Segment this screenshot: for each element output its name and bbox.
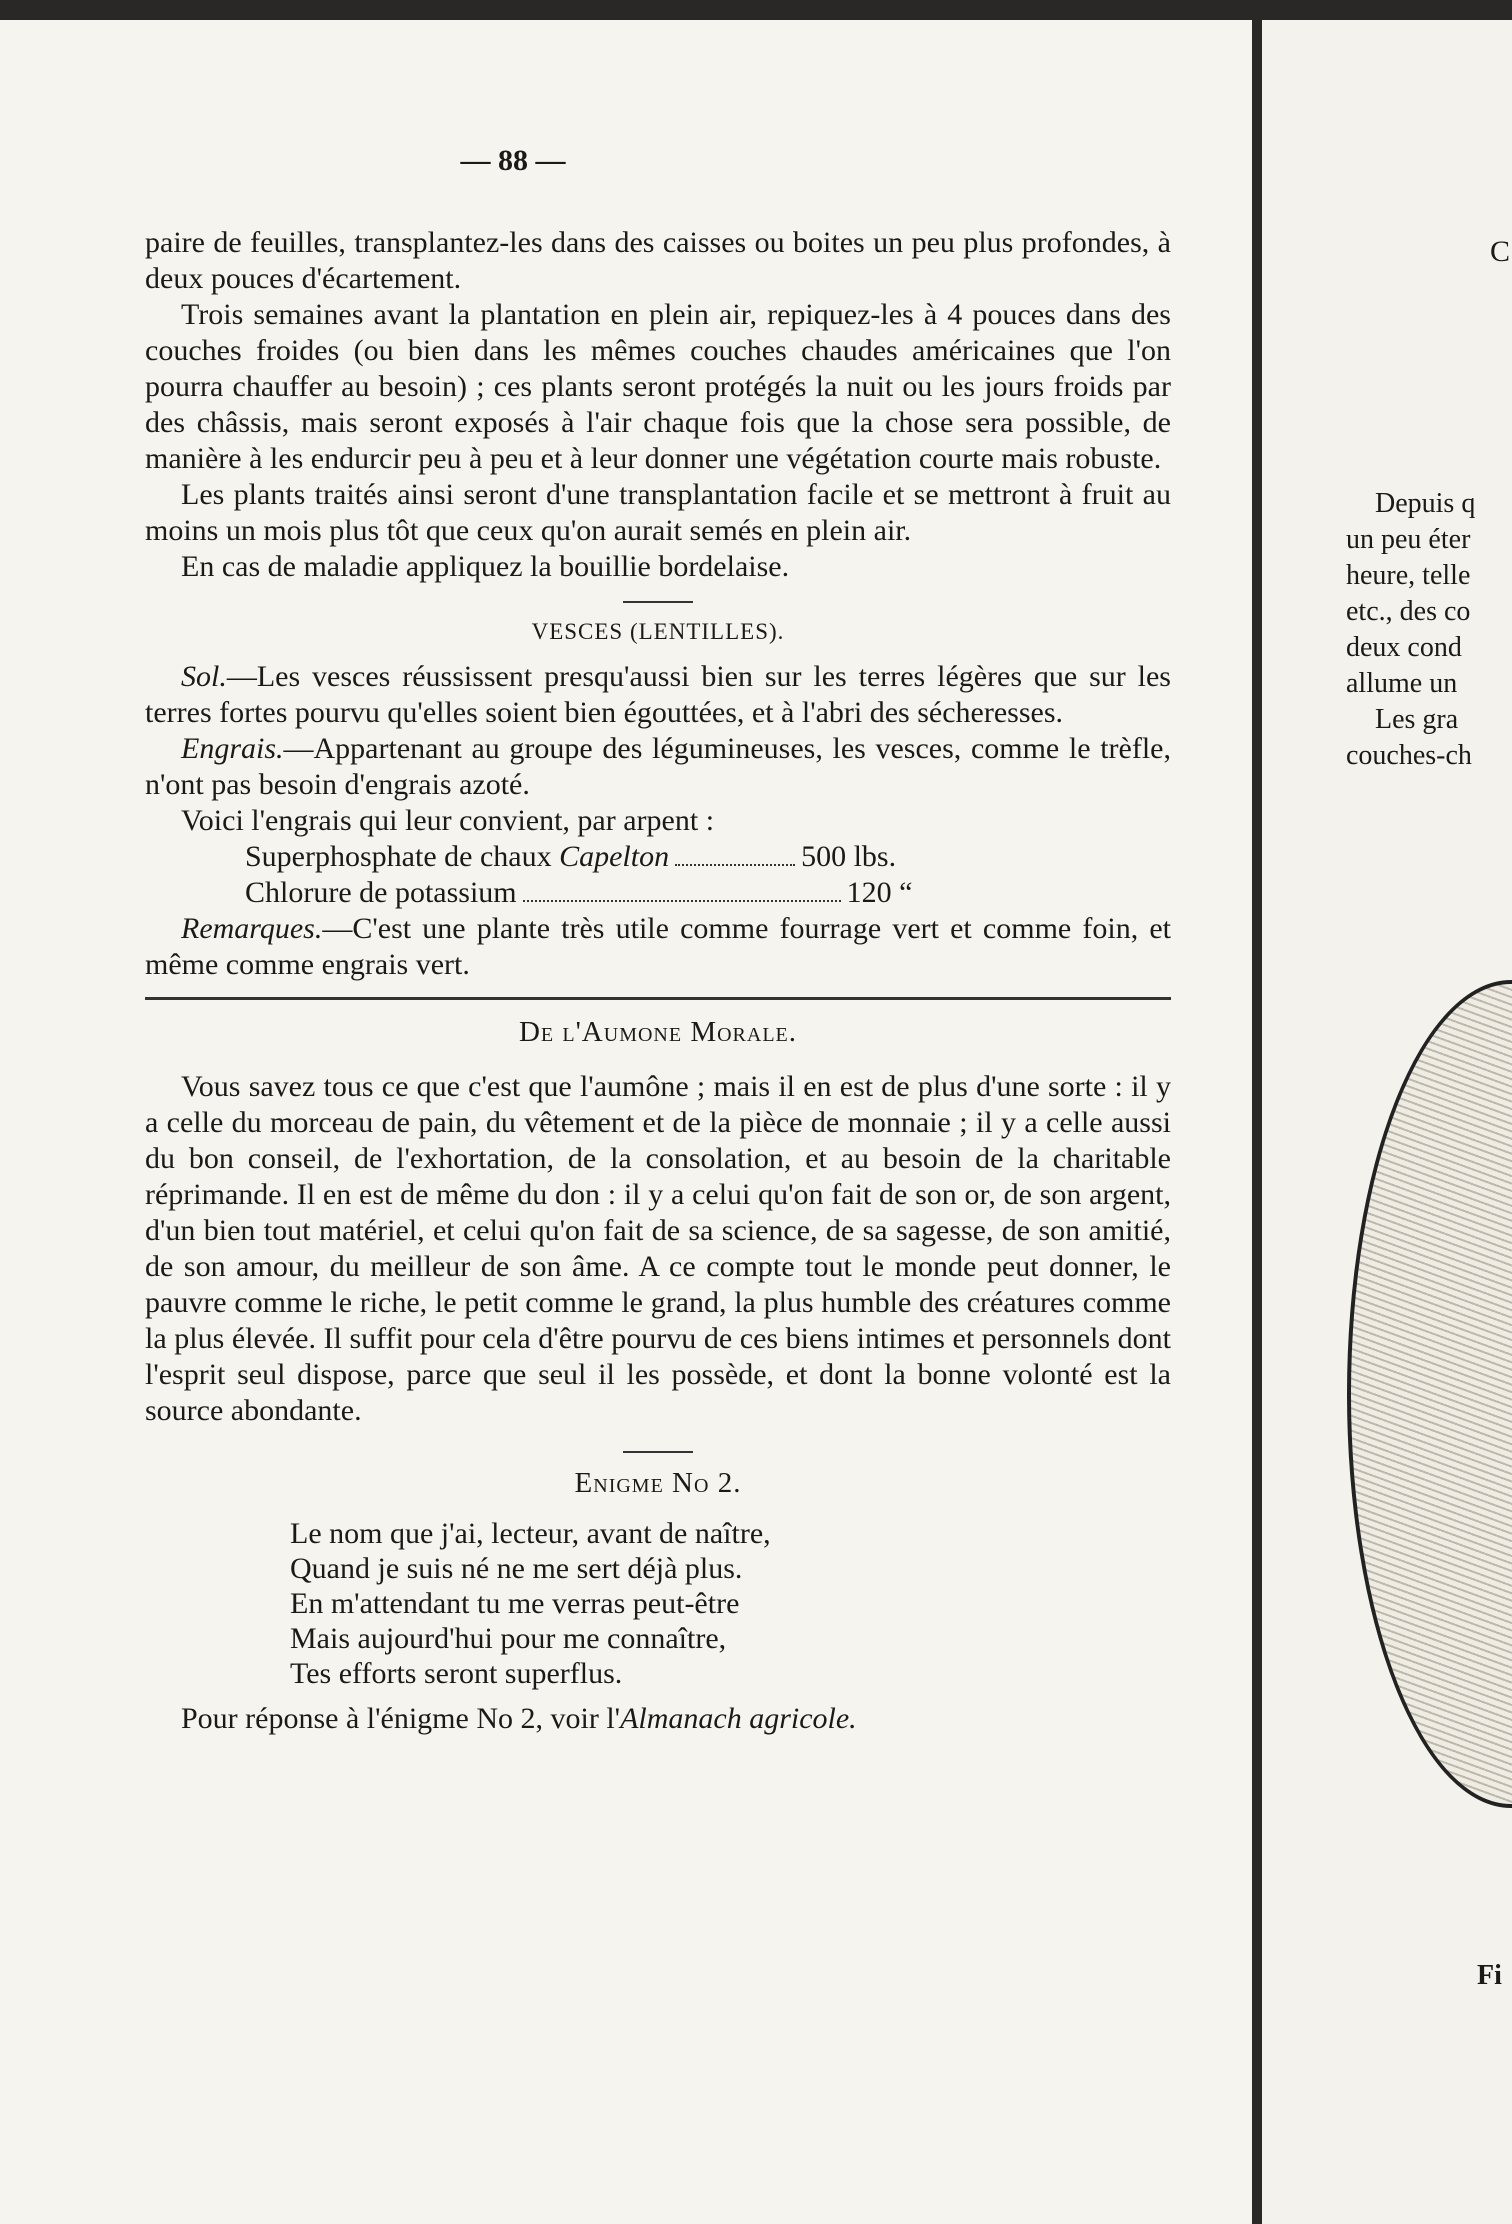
poem-line: Quand je suis né ne me sert déjà plus.: [290, 1552, 743, 1585]
fertilizer-recipe: [245, 839, 1171, 911]
engraving-illustration: [1347, 980, 1512, 1808]
recipe-name: Superphosphate de chaux Capelton: [245, 840, 670, 873]
enigme-heading: Enigme No 2.: [574, 1467, 742, 1499]
right-text-line: allume un: [1346, 668, 1458, 699]
recipe-row: [245, 839, 1171, 875]
main-column: [145, 225, 1171, 1737]
right-text-line: deux cond: [1346, 632, 1462, 663]
engrais-paragraph: [145, 731, 1171, 803]
poem-line: En m'attendant tu me verras peut-être: [290, 1587, 740, 1620]
engrais-label: Engrais.: [181, 732, 284, 765]
poem-line: Le nom que j'ai, lecteur, avant de naître,: [290, 1517, 771, 1550]
page-number: — 88 —: [460, 144, 566, 177]
recipe-quantity: 500 lbs.: [801, 840, 897, 873]
intro-paragraph-4: En cas de maladie appliquez la bouillie bordelaise.: [181, 550, 790, 583]
right-text-line: couches-ch: [1346, 740, 1472, 771]
aumone-heading: De l'Aumone Morale.: [518, 1016, 798, 1048]
sol-label: Sol.: [181, 660, 227, 693]
remarques-paragraph: [145, 911, 1171, 983]
intro-paragraph-1: paire de feuilles, transplantez-les dans des caisses ou boites un peu plus profondes, à deux pouces d'écartement.: [145, 226, 1171, 295]
vesces-heading: VESCES (LENTILLES).: [531, 619, 785, 644]
aumone-paragraph: Vous savez tous ce que c'est que l'aumône ; mais il en est de plus d'une sorte : il y a celle du morceau de pain, du vêtement et de la pièce de monnaie ; il y a celle aussi du bon conseil, de l'exhortation, de la consolation, et au besoin de la charitable réprimande. Il en est de même du don : il y a celui qu'on fait de son or, de son argent, d'un bien tout matériel, et celui qu'on fait de sa science, de sa sagesse, de son amitié, de son amour, du meilleur de son âme. A ce compte tout le monde peut donner, le pauvre comme le riche, le petit comme le grand, la plus humble des créatures comme la plus élevée. Il suffit pour cela d'être pourvu de ces biens intimes et personnels dont l'esprit seul dispose, parce que seul il les possède, et dont la bonne volonté est la source abondante.: [145, 1070, 1171, 1427]
voici-paragraph: Voici l'engrais qui leur convient, par arpent :: [181, 804, 715, 837]
right-heading-fragment: C: [1490, 235, 1511, 268]
poem-line: Tes efforts seront superflus.: [290, 1657, 623, 1690]
right-text-line: heure, telle: [1346, 560, 1471, 591]
engrais-text: —Appartenant au groupe des légumineuses, les vesces, comme le trèfle, n'ont pas besoin d'engrais azoté.: [145, 732, 1171, 801]
right-text-line: un peu éter: [1346, 524, 1471, 555]
sol-paragraph: [145, 659, 1171, 731]
enigme-answer: Pour réponse à l'énigme No 2, voir l'Almanach agricole.: [181, 1702, 857, 1735]
sol-text: —Les vesces réussissent presqu'aussi bien sur les terres légères que sur les terres fortes pourvu qu'elles soient bien égouttées, et à l'abri des sécheresses.: [145, 660, 1171, 729]
left-page: [0, 20, 1252, 2224]
remarques-label: Remarques.: [181, 912, 323, 945]
intro-paragraph-3: Les plants traités ainsi seront d'une transplantation facile et se mettront à fruit au moins un mois plus tôt que ceux qu'on aurait semés en plein air.: [145, 478, 1171, 547]
figure-label-fragment: Fi: [1477, 1960, 1502, 1991]
poem-line: Mais aujourd'hui pour me connaître,: [290, 1622, 727, 1655]
intro-paragraph-2: Trois semaines avant la plantation en plein air, repiquez-les à 4 pouces dans des couches froides (ou bien dans les mêmes couches chaudes américaines que l'on pourra chauffer au besoin) ; ces plants seront protégés la nuit ou les jours froids par des châssis, mais seront exposés à l'air chaque fois que la chose sera possible, de manière à les endurcir peu à peu et à leur donner une végétation courte mais robuste.: [145, 298, 1171, 475]
remarques-text: —C'est une plante très utile comme fourrage vert et comme foin, et même comme engrais vert.: [145, 912, 1171, 981]
right-text-line: Les gra: [1375, 704, 1459, 735]
enigme-poem: [290, 1516, 1171, 1691]
recipe-quantity: 120 “: [846, 876, 913, 909]
scan-top-edge: [0, 0, 1512, 20]
right-page-fragment: [1262, 20, 1512, 2224]
page-gutter: [1252, 20, 1262, 2224]
recipe-name: Chlorure de potassium: [245, 876, 517, 909]
right-text-line: Depuis q: [1375, 488, 1476, 519]
leader-dots: [523, 875, 841, 902]
leader-dots: [675, 839, 795, 866]
recipe-row: [245, 875, 1171, 911]
right-text-line: etc., des co: [1346, 596, 1471, 627]
